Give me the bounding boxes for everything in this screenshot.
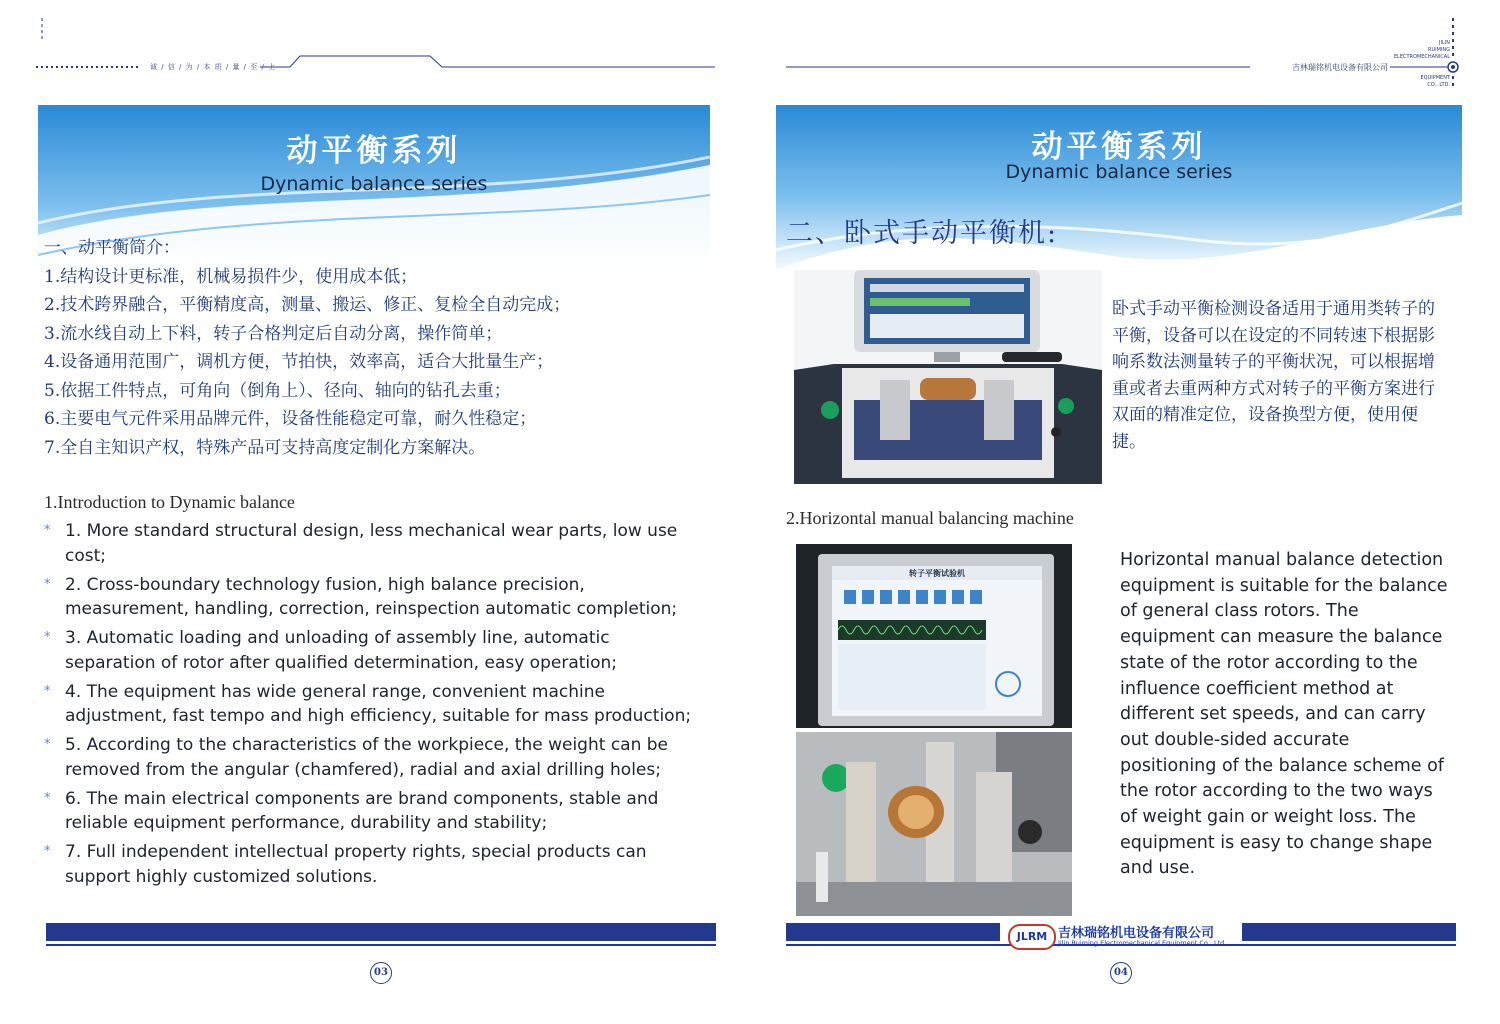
list-item: * 5. According to the characteristics of the workpiece, the weight can be removed from the angular (chamfered), radial and axial drilling holes; xyxy=(44,735,669,780)
bullet-star-icon: * xyxy=(44,683,51,699)
bullet-star-icon: * xyxy=(44,737,51,752)
section-title-cn: 二、卧式手动平衡机: xyxy=(786,218,1059,249)
company-name-cn: 吉林瑞铭机电设备有限公司 xyxy=(1058,926,1215,941)
bullet-star-icon: * xyxy=(44,630,51,645)
banner-title-en: Dynamic balance series xyxy=(260,173,488,195)
company-en-stack: JILIN RUIMING ELECTROMECHANICAL EQUIPMENT CO., LTD. xyxy=(1393,40,1450,88)
list-item: * 2. Cross-boundary technology fusion, high balance precision, measurement, handling, correction, reinspection automatic completion; xyxy=(44,574,678,619)
footer-line xyxy=(46,944,716,946)
en-feature-list xyxy=(44,519,704,894)
list-item: * 1. More standard structural design, less mechanical wear parts, low use cost; xyxy=(44,521,678,566)
company-logo-icon: JLRM xyxy=(1008,924,1056,950)
bullet-star-icon: * xyxy=(44,576,51,592)
bullet-star-icon: * xyxy=(44,523,51,538)
en-heading: 2.Horizontal manual balancing machine xyxy=(786,508,1074,528)
machine-photo xyxy=(794,270,1102,484)
cn-item: 4.设备通用范围广，调机方便，节拍快，效率高，适合大批量生产； xyxy=(44,352,554,372)
banner-title-cn: 动平衡系列 xyxy=(1031,129,1207,165)
footer-bar xyxy=(46,923,716,941)
banner-title-en: Dynamic balance series xyxy=(1005,161,1233,183)
footer-bar xyxy=(786,923,1000,941)
banner-title-cn: 动平衡系列 xyxy=(286,133,462,169)
list-item: * 3. Automatic loading and unloading of assembly line, automatic separation of rotor after qualified determination, easy operation; xyxy=(44,628,618,673)
cn-item: 5.依据工件特点，可角向（倒角上）、径向、轴向的钻孔去重； xyxy=(44,380,511,401)
screen-title: 转子平衡试验机 xyxy=(909,569,965,578)
list-item: * 7. Full independent intellectual property rights, special products can support highly customized solutions. xyxy=(44,842,647,887)
page-number: 03 xyxy=(370,962,392,984)
cn-feature-list xyxy=(44,234,570,462)
company-name-en: Jilin Ruiming Electromechanical Equipment Co., Ltd. xyxy=(1058,939,1227,947)
rotor-photo xyxy=(796,732,1072,916)
description-en: Horizontal manual balance detection equipment is suitable for the balance of general class rotors. The equipment can measure the balance state of the rotor according to the influence coefficient method at different set speeds, and can carry out double-sided accurate positioning of the balance scheme of the rotor according to the two ways of weight gain or weight loss. The equipment is easy to change shape and use. xyxy=(1120,550,1448,879)
description-cn: 卧式手动平衡检测设备适用于通用类转子的平衡，设备可以在设定的不同转速下根据影响系数法测量转子的平衡状况，可以根据增重或者去重两种方式对转子的平衡方案进行双面的精准定位，设备换型方便，使用便捷。 xyxy=(1112,299,1435,452)
cn-item: 7.全自主知识产权，特殊产品可支持高度定制化方案解决。 xyxy=(44,437,486,458)
cn-item: 6.主要电气元件采用品牌元件，设备性能稳定可靠，耐久性稳定； xyxy=(44,409,537,429)
footer-bar xyxy=(1242,923,1456,941)
bullet-star-icon: * xyxy=(44,844,51,859)
top-decoration xyxy=(0,0,750,80)
cn-item: 1.结构设计更标准，机械易损件少，使用成本低； xyxy=(44,266,418,287)
cn-heading: 一、动平衡简介： xyxy=(44,238,180,258)
en-heading: 1.Introduction to Dynamic balance xyxy=(44,492,295,512)
right-page xyxy=(750,0,1500,1024)
cn-item: 2.技术跨界融合，平衡精度高，测量、搬运、修正、复检全自动完成； xyxy=(44,295,571,315)
top-decoration xyxy=(750,0,1500,90)
page-number: 04 xyxy=(1110,962,1132,984)
screen-photo xyxy=(796,544,1072,728)
cn-item: 3.流水线自动上下料，转子合格判定后自动分离，操作简单； xyxy=(44,323,503,344)
list-item: * 6. The main electrical components are brand components, stable and reliable equipment performance, durability and stability; xyxy=(44,788,659,833)
company-name-top: 吉林瑞铭机电设备有限公司 xyxy=(1292,63,1388,72)
list-item: * 4. The equipment has wide general range, convenient machine adjustment, fast tempo and high efficiency, suitable for mass production; xyxy=(44,681,692,726)
slogan: 诚 / 信 / 为 / 本 质 / 量 / 至 / 上 xyxy=(150,63,277,71)
bullet-star-icon: * xyxy=(44,790,51,806)
